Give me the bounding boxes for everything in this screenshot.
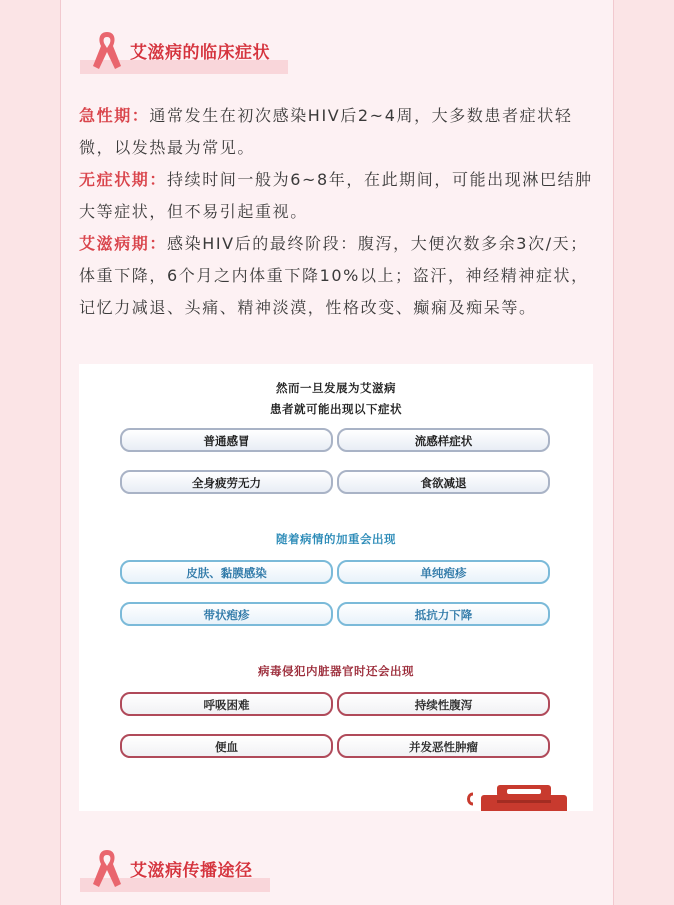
stage-text: 通常发生在初次感染HIV后2~4周，大多数患者症状轻微，以发热最为常见。: [79, 106, 573, 157]
aids-ribbon-icon: [90, 28, 124, 72]
symptoms-figure: [79, 364, 593, 811]
stage-label: 无症状期：: [79, 170, 168, 189]
figure-heading-line2: 患者就可能出现以下症状: [270, 402, 402, 416]
section-title: 艾滋病传播途径: [130, 861, 253, 881]
stage-text: 感染HIV后的最终阶段：腹泻，大便次数多余3次/天；体重下降，6个月之内体重下降10%以上；盗汗，神经精神症状，记忆力减退、头痛、精神淡漠，性格改变、癫痫及痴呆等。: [79, 234, 589, 317]
symptom-pill: 抵抗力下降: [337, 602, 550, 626]
symptom-pill: 单纯疱疹: [337, 560, 550, 584]
figure-heading-line1: 然而一旦发展为艾滋病: [276, 381, 396, 395]
figure-heading-organs: 病毒侵犯内脏器官时还会出现: [258, 664, 414, 678]
stage-aids: [79, 228, 594, 324]
section-title: 艾滋病的临床症状: [130, 43, 270, 63]
symptom-pill: 皮肤、黏膜感染: [120, 560, 333, 584]
stage-acute: [79, 100, 594, 164]
stage-label: 艾滋病期：: [79, 234, 168, 253]
stage-text: 持续时间一般为6~8年，在此期间，可能出现淋巴结肿大等症状，但不易引起重视。: [79, 170, 593, 221]
symptom-pill: 全身疲劳无力: [120, 470, 333, 494]
symptom-pill: 便血: [120, 734, 333, 758]
symptom-pill: 带状疱疹: [120, 602, 333, 626]
stage-label: 急性期：: [79, 106, 150, 125]
medical-kit-icon: [467, 782, 571, 811]
section-heading-symptoms: [80, 28, 290, 74]
figure-heading-worsening: 随着病情的加重会出现: [276, 532, 396, 546]
symptom-pill: 食欲减退: [337, 470, 550, 494]
symptom-pill: 普通感冒: [120, 428, 333, 452]
symptom-pill: 并发恶性肿瘤: [337, 734, 550, 758]
stage-asymptomatic: [79, 164, 594, 228]
symptom-pill: 持续性腹泻: [337, 692, 550, 716]
symptom-pill: 流感样症状: [337, 428, 550, 452]
aids-ribbon-icon: [90, 846, 124, 890]
section-heading-transmission: [80, 846, 290, 892]
stages-text: [79, 100, 594, 324]
symptom-pill: 呼吸困难: [120, 692, 333, 716]
